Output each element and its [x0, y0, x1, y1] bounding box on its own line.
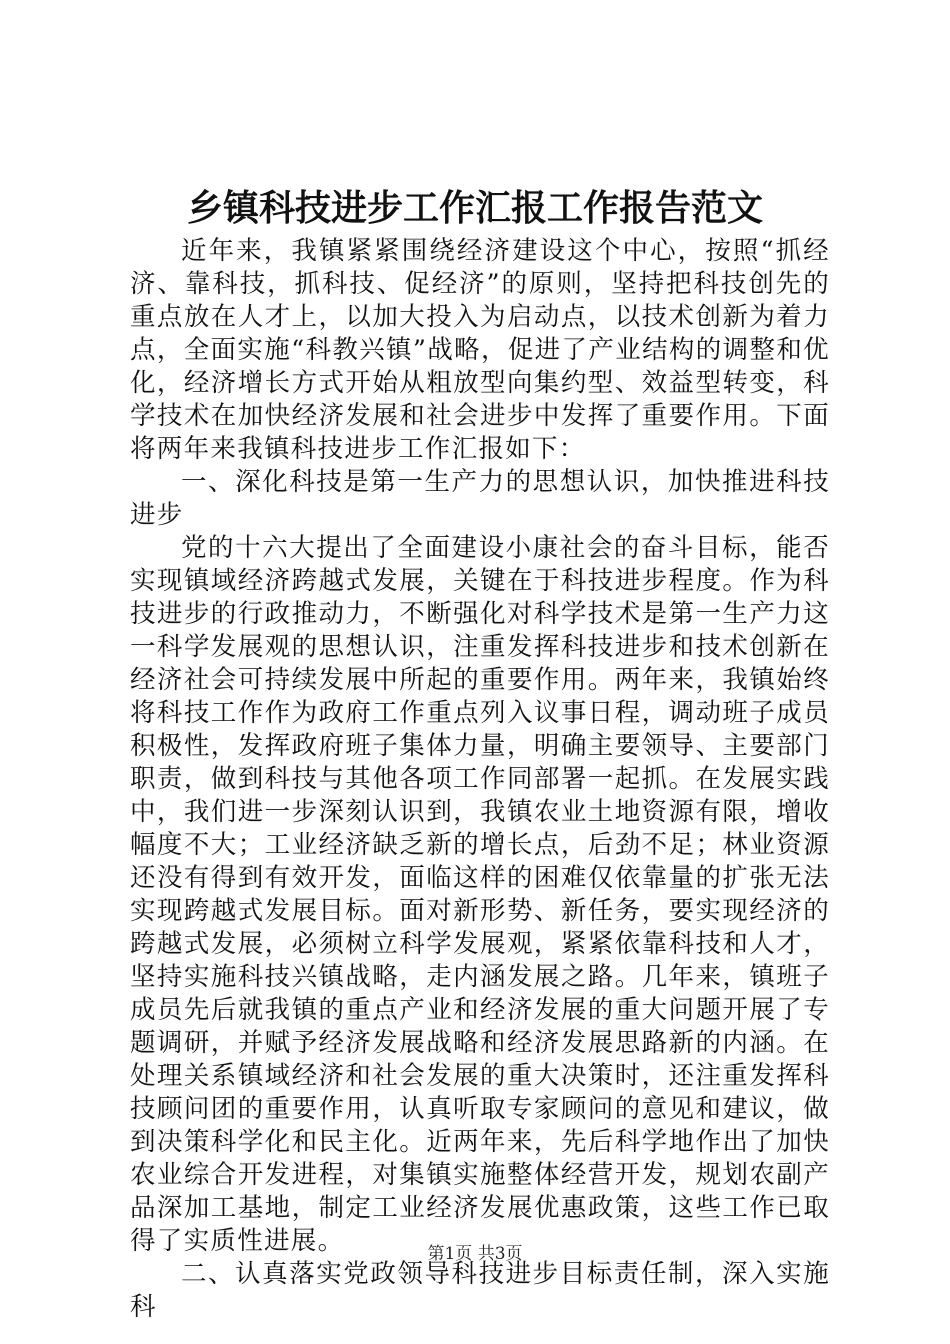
section-heading-1: 一、深化科技是第一生产力的思想认识，加快推进科技进步 [130, 467, 830, 530]
paragraph-section-1: 党的十六大提出了全面建设小康社会的奋斗目标，能否实现镇域经济跨越式发展，关键在于科技进步程度。作为科技进步的行政推动力，不断强化对科学技术是第一生产力这一科学发展观的思想认识，注重发挥科技进步和技术创新在经济社会可持续发展中所起的重要作用。两年来，我镇始终将科技工作作为政府工作重点列入议事日程，调动班子成员积极性，发挥政府班子集体力量，明确主要领导、主要部门职责，做到科技与其他各项工作同部署一起抓。在发展实践中，我们进一步深刻认识到，我镇农业土地资源有限，增收幅度不大；工业经济缺乏新的增长点，后劲不足；林业资源还没有得到有效开发，面临这样的困难仅依靠量的扩张无法实现跨越式发展目标。面对新形势、新任务，要实现经济的跨越式发展，必须树立科学发展观，紧紧依靠科技和人才，坚持实施科技兴镇战略，走内涵发展之路。几年来，镇班子成员先后就我镇的重点产业和经济发展的重大问题开展了专题调研，并赋予经济发展战略和经济发展思路新的内涵。在处理关系镇域经济和社会发展的重大决策时，还注重发挥科技顾问团的重要作用，认真听取专家顾问的意见和建议，做到决策科学化和民主化。近两年来，先后科学地作出了加快农业综合开发进程，对集镇实施整体经营开发，规划农副产品深加工基地，制定工业经济发展优惠政策，这些工作已取得了实质性进展。 [130, 533, 830, 1256]
section-heading-2: 二、认真落实党政领导科技进步目标责任制，深入实施科 [130, 1259, 830, 1322]
page-footer: 第1页 共3页 [427, 1244, 523, 1264]
paragraph-intro: 近年来，我镇紧紧围绕经济建设这个中心，按照“抓经济、靠科技，抓科技、促经济”的原则，坚持把科技创先的重点放在人才上，以加大投入为启动点，以技术创新为着力点，全面实施“科教兴镇”战略，促进了产业结构的调整和优化，经济增长方式开始从粗放型向集约型、效益型转变，科学技术在加快经济发展和社会进步中发挥了重要作用。下面将两年来我镇科技进步工作汇报如下： [130, 236, 830, 464]
document-title: 乡镇科技进步工作汇报工作报告范文 [186, 187, 763, 229]
document-body [130, 235, 830, 1324]
